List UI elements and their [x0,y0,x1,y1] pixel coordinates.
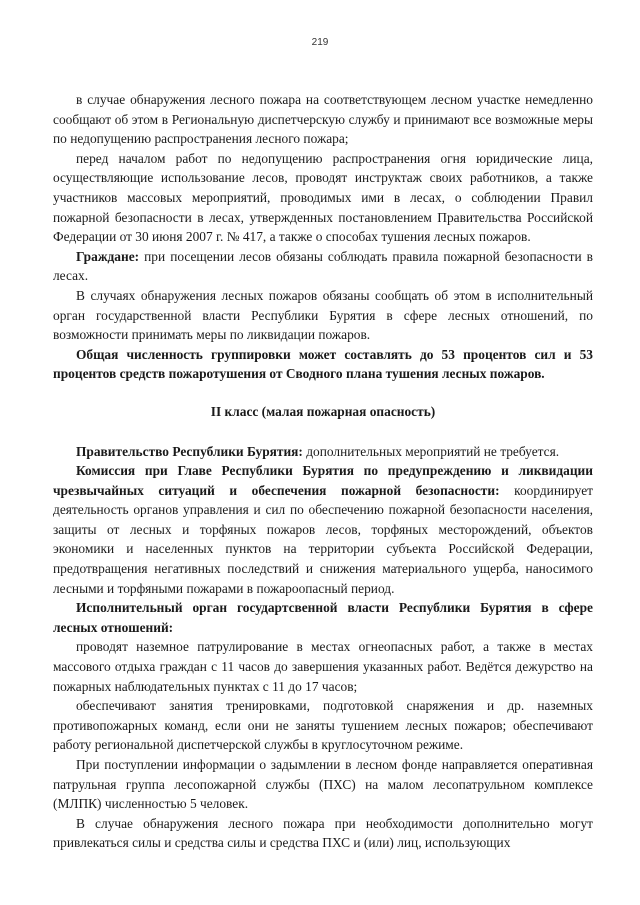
paragraph-text: при посещении лесов обязаны соблюдать правила пожарной безопасности в лесах. [53,248,593,284]
paragraph: проводят наземное патрулирование в местах огнеопасных работ, а также в местах массового отдыха граждан с 11 часов до завершения указанных работ. Ведётся дежурство на пожарных наблюдательных пунктах с 11 до 17 часов; [53,639,593,694]
paragraph: в случае обнаружения лесного пожара на соответствующем лесном участке немедленно сообщают об этом в Региональную диспетчерскую службу и принимают все возможные меры по недопущению распространения лесного пожара; [53,92,593,147]
paragraph [53,442,593,462]
paragraph-bold: Общая численность группировки может составлять до 53 процентов сил и 53 процентов средств пожаротушения от Сводного плана тушения лесных пожаров. [53,346,593,382]
paragraph: В случаях обнаружения лесных пожаров обязаны сообщать об этом в исполнительный орган государственной власти Республики Бурятия в сфере лесных отношений, по возможности принимать меры по ликвидации пожаров. [53,287,593,343]
page-number: 219 [311,37,329,48]
section-heading: II класс (малая пожарная опасность) [210,403,436,419]
paragraph-lead: Граждане: [76,248,140,264]
document-body [53,90,593,853]
paragraph [53,461,593,598]
paragraph: перед началом работ по недопущению распространения огня юридические лица, осуществляющие использование лесов, проводят инструктаж своих работников, а также участников массовых мероприятий, проводимых ими в лесах, о соблюдении Правил пожарной безопасности в лесах, утвержденных постановлением Правительства Российской Федерации от 30 июня 2007 г. № 417, а также о способах тушения лесных пожаров. [53,150,593,245]
paragraph: обеспечивают занятия тренировками, подготовкой снаряжения и др. наземных противопожарных команд, если они не заняты тушением лесных пожаров; обеспечивают работу региональной диспетчерской службы в круглосуточном режиме. [53,698,593,753]
paragraph [53,247,593,286]
paragraph-lead: Правительство Республики Бурятия: [76,443,303,459]
paragraph: При поступлении информации о задымлении в лесном фонде направляется оперативная патрульная группа лесопожарной службы (ПХС) на малом лесопатрульном комплексе (МЛПК) численностью 5 человек. [53,757,593,812]
paragraph-bold: Исполнительный орган государтсвенной власти Республики Бурятия в сфере лесных отношений: [53,600,593,635]
paragraph-lead: Комиссия при Главе Республики Бурятия по предупреждению и ликвидации чрезвычайных ситуаций и обеспечения пожарной безопасности: [53,463,593,498]
paragraph: В случае обнаружения лесного пожара при необходимости дополнительно могут привлекаться силы и средства силы и средства ПХС и (или) лиц, использующих [53,815,593,851]
paragraph-text: дополнительных мероприятий не требуется. [302,443,560,459]
paragraph-text: координирует деятельность органов управления и сил по обеспечению пожарной безопасности населения, защиты от лесных и торфяных пожаров лесов, торфяных месторождений, объектов экономики и населенных пунктов на территории субъекта Российской Федерации, предотвращения негативных последствий и снижения материального ущерба, наносимого лесными и торфяными пожарами в пожароопасный период. [53,482,593,596]
